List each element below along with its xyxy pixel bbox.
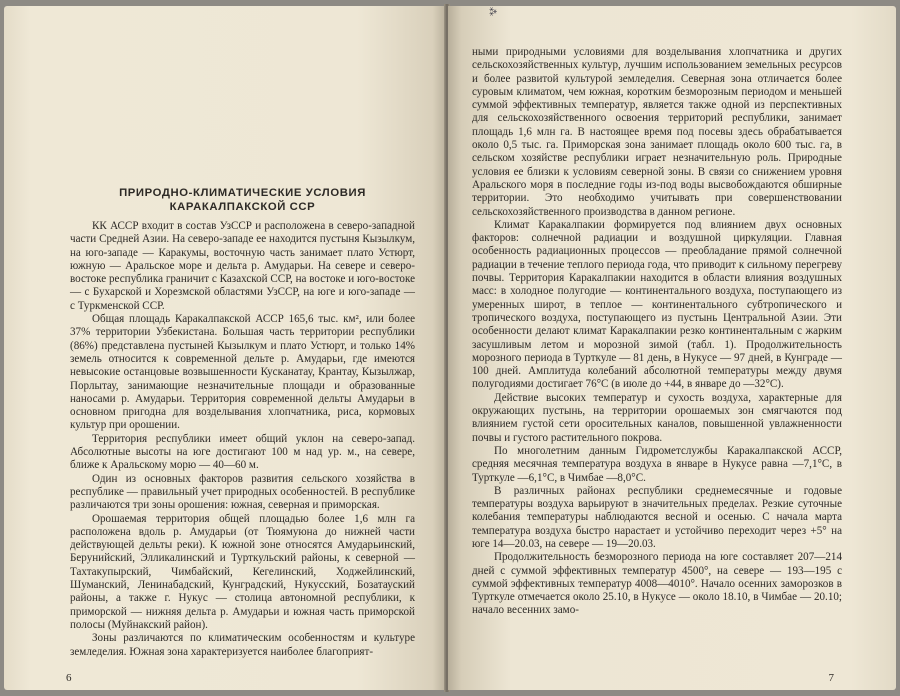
- paragraph: Территория республики имеет общий уклон на северо-запад. Абсолютные высоты на юге достигают 100 м над ур. м., на севере, ближе к Аральскому морю — 40—60 м.: [70, 432, 415, 472]
- paragraph: Один из основных факторов развития сельского хозяйства в республике — правильный учет природных особенностей. В республике различаются три зоны орошения: южная, северная и приморская.: [70, 472, 415, 512]
- paragraph: В различных районах республики среднемесячные и годовые температуры воздуха варьируют в значительных пределах. Резкие суточные колебания температуры наблюдаются весной и осенью. С начала марта температура воздуха быстро нарастает и устойчиво переходит через +5° на юге 14—20.03, на севере — 19—20.03.: [472, 484, 842, 550]
- heading-line-1: ПРИРОДНО-КЛИМАТИЧЕСКИЕ УСЛОВИЯ: [119, 187, 366, 199]
- left-page-text: [70, 220, 415, 659]
- paragraph: Действие высоких температур и сухость воздуха, характерные для окружающих пустынь, на территории орошаемых зон смягчаются под влиянием густой сети оросительных каналов, повышенной увлажненности почвы и густого растительного покрова.: [472, 391, 842, 444]
- right-page: [448, 6, 896, 690]
- paragraph: Зоны различаются по климатическим особенностям и культуре земледелия. Южная зона характеризуется наиболее благоприят-: [70, 632, 415, 658]
- left-page: [4, 6, 446, 690]
- section-heading: [70, 186, 415, 214]
- page-number-left: 6: [66, 672, 72, 684]
- page-number-right: 7: [828, 672, 834, 684]
- paragraph: ными природными условиями для возделывания хлопчатника и других сельскохозяйственных культур, лучшим использованием земельных ресурсов и более развитой культурой земледелия. Северная зона отличается более суровым климатом, чем южная, коротким безморозным периодом и меньшей суммой эффективных температур, является также одной из перспективных для сельскохозяйственного освоения территорий республики, занимает площадь 1,6 млн га. В настоящее время под посевы здесь обрабатывается около 0,5 тыс. га. Приморская зона занимает площадь около 600 тыс. га, в сельском хозяйстве республики играет незначительную роль. Природные условия ее близки к условиям северной зоны. В связи со снижением уровня Аральского моря в последние годы из-под воды высвобождаются обширные территории. Это необходимо учитывать при совершенствовании сельскохозяйственного производства в данном регионе.: [472, 46, 842, 218]
- paragraph: КК АССР входит в состав УзССР и расположена в северо-западной части Средней Азии. На северо-западе ее находится пустыня Кызылкум, на юго-западе — Каракумы, восточную часть занимает плато Устюрт, южную — Аральское море и дельта р. Амударьи. На севере и северо-востоке республика граничит с Казахской ССР, на востоке и юго-востоке — с Бухарской и Хорезмской областями УзССР, на юге и юго-западе — с Туркменской ССР.: [70, 220, 415, 312]
- paragraph: Продолжительность безморозного периода на юге составляет 207—214 дней с суммой эффективных температур 4500°, на севере — 193—195 с суммой эффективных температур 4008—4010°. Начало осенних заморозков в Турткуле отмечается около 25.10, в Нукусе — около 18.10, в Чимбае — 20.10; начало весенних замо-: [472, 551, 842, 617]
- library-stamp-mark: ⁂: [487, 7, 497, 16]
- paragraph: Орошаемая территория общей площадью более 1,6 млн га расположена вдоль р. Амударьи (от Тюямуюна до нижней части действующей дельты реки). К южной зоне относятся Амударьинский, Берунийский, Элликалинский и Турткульский районы, к северной — Тахтакупырский, Чимбайский, Кегелинский, Ходжейлинский, Шуманский, Ленинабадский, Кунградский, Нукусский, Бозатауский районы, а также г. Нукус — столица автономной республики, к приморской — нижняя дельта р. Амударьи и южная часть приморской полосы (Муйнакский район).: [70, 512, 415, 631]
- paragraph: По многолетним данным Гидрометслужбы Каракалпакской АССР, средняя месячная температура воздуха в январе в Нукусе равна —7,1°С, в Турткуле —6,1°С, в Чимбае —8,0°С.: [472, 444, 842, 484]
- paragraph: Общая площадь Каракалпакской АССР 165,6 тыс. км², или более 37% территории Узбекистана. Большая часть территории республики (86%) представлена пустыней Кызылкум и плато Устюрт, и только 14% земель относится к современной дельте р. Амударьи, где имеются невысокие останцовые возвышенности Кусканатау, Крантау, Кызылжар, Порлытау, занимающие незначительные площади и образованные наносами р. Амударьи. Территория современной дельты Амударьи в основном пригодна для возделывания хлопчатника, риса, кормовых культур при орошении.: [70, 313, 415, 432]
- right-page-text: [472, 46, 842, 618]
- paragraph: Климат Каракалпакии формируется под влиянием двух основных факторов: солнечной радиации и воздушной циркуляции. Главная особенность радиационных процессов — преобладание прямой солнечной радиации в течение теплого периода года, что приводит к сильному перегреву почвы. Территория Каракалпакии находится в области влияния воздушных масс: в холодное полугодие — континентального воздуха, поступающего из умеренных широт, в теплое — континентального субтропического и тропического воздуха, поступающего из пустынь Центральной Азии. Эти особенности делают климат Каракалпакии резко континентальным с жарким засушливым летом и морозной зимой (табл. 1). Продолжительность морозного периода в Турткуле — 81 день, в Нукусе — 97 дней, в Кунграде — 100 дней. Амплитуда колебаний абсолютной температуры между двумя полугодиями достигает 76°С (в июле до +44, в январе до —32°С).: [472, 218, 842, 391]
- heading-line-2: КАРАКАЛПАКСКОЙ ССР: [169, 201, 316, 213]
